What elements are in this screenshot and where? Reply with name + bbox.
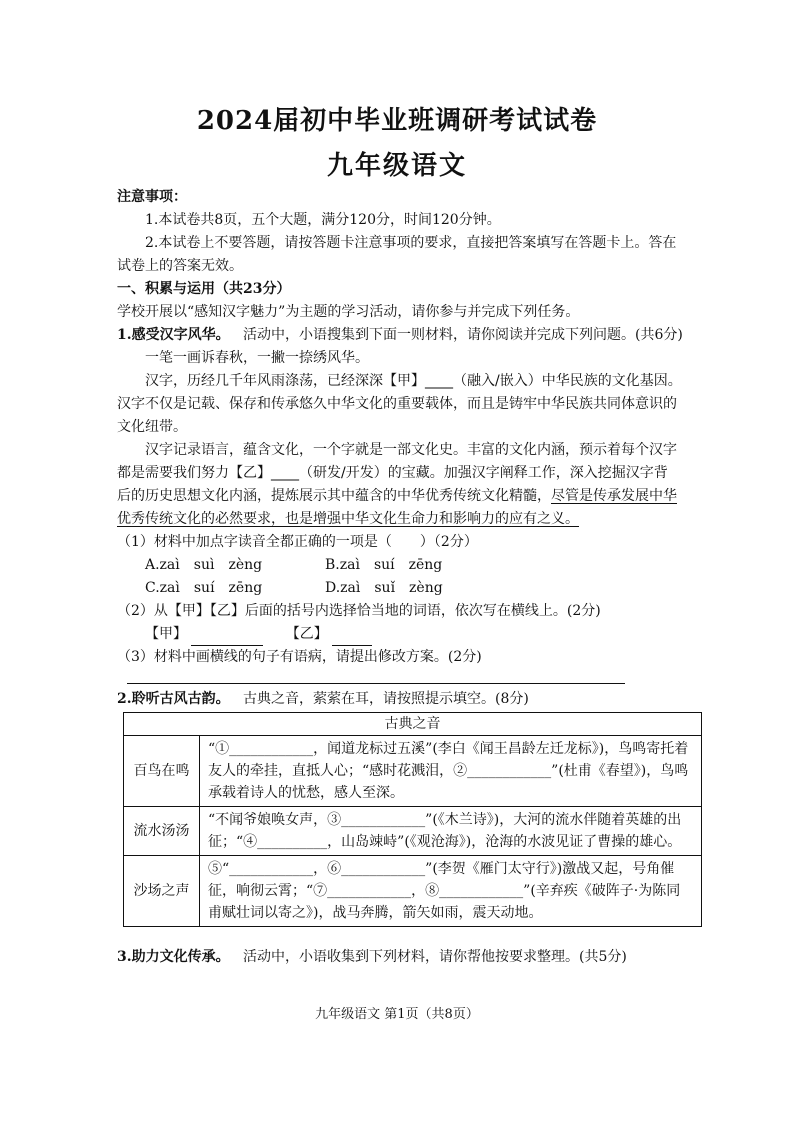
- passage-line: 汉字不仅是记载、保存和传承悠久中华文化的重要载体，而且是铸牢中华民族共同体意识的: [117, 396, 677, 412]
- passage-text: 后的历史思想文化内涵，提炼展示其中蕴含的中华优秀传统文化精髓，: [117, 488, 551, 504]
- poem-table-header: 古典之音: [124, 713, 702, 736]
- exam-content: [117, 186, 709, 711]
- question-3-title: 3.助力文化传承。: [117, 949, 230, 965]
- notice-item-2a: 2.本试卷上不要答题，请按答题卡注意事项的要求，直接把答案填写在答题卡上。答在: [145, 235, 677, 251]
- question-1-title: 1.感受汉字风华。: [117, 327, 230, 343]
- question-2-title: 2.聆听古风古韵。: [117, 691, 230, 707]
- row-label: 沙场之声: [124, 856, 200, 927]
- option-d: D.zaì suǐ zèng: [325, 580, 443, 596]
- poem-table: [123, 712, 702, 927]
- underlined-sentence: 尽管是传承发展中华: [551, 488, 677, 504]
- notice-item-2b: 试卷上的答案无效。: [117, 258, 243, 274]
- jia-label: 【甲】: [145, 626, 187, 642]
- notice-heading: 注意事项：: [117, 189, 187, 205]
- sub-question-3: （3）材料中画横线的句子有语病，请提出修改方案。(2分): [117, 649, 482, 665]
- question-2-text: 古典之音，萦萦在耳，请按照提示填空。(8分): [242, 691, 529, 707]
- underlined-sentence: 优秀传统文化的必然要求，也是增强中华文化生命力和影响力的应有之义。: [117, 511, 579, 527]
- table-row: [124, 807, 702, 856]
- answer-line: [127, 669, 625, 684]
- yi-label: 【乙】: [285, 626, 328, 642]
- row-text: “不闻爷娘唤女声，③____________”(《木兰诗》)，大河的流水伴随着英雄的出征；“④__________，山岛竦峙”(《观沧海》)，沧海的水波见证了曹操的雄心。: [200, 807, 702, 856]
- passage-line: 都是需要我们努力【乙】____（研发/开发）的宝藏。加强汉字阐释工作，深入挖掘汉字背: [117, 465, 668, 481]
- passage-line: 文化纽带。: [117, 419, 187, 435]
- section-heading: 一、积累与运用（共23分）: [117, 281, 291, 297]
- row-text: ⑤“____________，⑥____________”(李贺《雁门太守行》)激战又起，号角催征，响彻云霄；“⑦____________，⑧____________”(辛弃疾《破阵子·为陈同甫赋壮词以寄之》)，战马奔腾，箭矢如雨，震天动地。: [200, 856, 702, 927]
- passage-line: 一笔一画诉春秋，一撇一捺绣风华。: [145, 350, 369, 366]
- jia-blank: [191, 629, 263, 646]
- exam-subtitle: 九年级语文: [326, 151, 467, 181]
- row-text: “①____________，闻道龙标过五溪”(李白《闻王昌龄左迁龙标》)，鸟鸣寄托着友人的牵挂，直抵人心；“感时花溅泪，②____________”(杜甫《春望》)，鸟鸣承载着诗人的忧愁，感人至深。: [200, 736, 702, 807]
- options-row: [117, 577, 709, 600]
- fill-blank-row: [117, 623, 709, 646]
- option-a: A.zaì suì zèng: [145, 557, 263, 573]
- passage-line: 汉字记录语言，蕴含文化，一个字就是一部文化史。丰富的文化内涵，预示着每个汉字: [145, 442, 677, 458]
- passage-line: [117, 485, 709, 508]
- question-3: [117, 946, 627, 969]
- option-c: C.zaì suí zēng: [145, 580, 263, 596]
- options-row: [117, 554, 709, 577]
- table-row: [124, 736, 702, 807]
- row-label: 流水汤汤: [124, 807, 200, 856]
- exam-title: 2024届初中毕业班调研考试试卷: [196, 106, 598, 136]
- sub-question-1: （1）材料中加点字读音全都正确的一项是（ ）（2分）: [117, 534, 478, 550]
- yi-blank: [332, 629, 372, 646]
- table-row: [124, 856, 702, 927]
- page-footer: 九年级语文 第1页（共8页）: [315, 1007, 479, 1022]
- section-intro: 学校开展以“感知汉字魅力”为主题的学习活动，请你参与并完成下列任务。: [117, 304, 580, 320]
- question-2: [117, 688, 709, 711]
- option-b: B.zaì suí zēng: [325, 557, 443, 573]
- notice-item-1: 1.本试卷共8页，五个大题，满分120分，时间120分钟。: [145, 212, 501, 228]
- question-3-text: 活动中，小语收集到下列材料，请你帮他按要求整理。(共5分): [242, 949, 627, 965]
- sub-question-2: （2）从【甲】【乙】后面的括号内选择恰当地的词语，依次写在横线上。(2分): [117, 603, 601, 619]
- row-label: 百鸟在鸣: [124, 736, 200, 807]
- question-1: [117, 324, 709, 347]
- question-1-text: 活动中，小语搜集到下面一则材料，请你阅读并完成下列问题。(共6分): [242, 327, 683, 343]
- passage-line: 汉字，历经几千年风雨涤荡，已经深深【甲】____（融入/嵌入）中华民族的文化基因。: [145, 373, 682, 389]
